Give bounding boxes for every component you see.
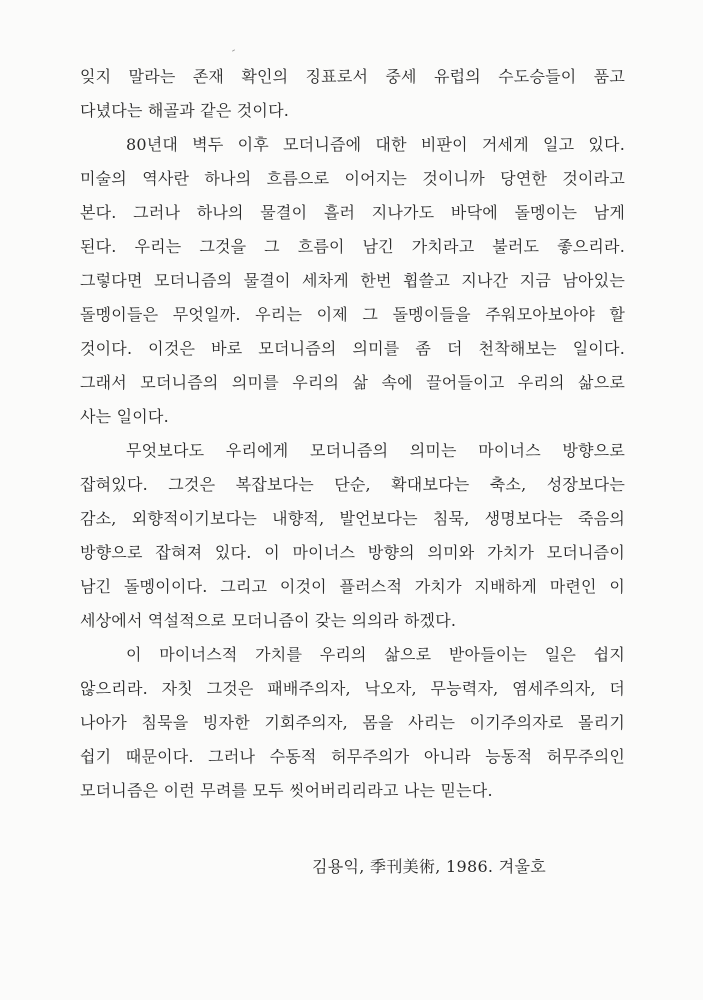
text-line: 그래서 모더니즘의 의미를 우리의 삶 속에 끌어들이고 우리의 삶으로 [80,373,625,392]
text-line: 감소, 외향적이기보다는 내향적, 발언보다는 침묵, 생명보다는 죽음의 [80,509,625,528]
text-line: 않으리라. 자칫 그것은 패배주의자, 낙오자, 무능력자, 염세주의자, 더 [80,679,625,698]
text-line: 모더니즘은 이런 무려를 모두 씻어버리리라고 나는 믿는다. [80,781,493,800]
source-attribution: 김용익, 季刊美術, 1986. 겨울호 [312,857,546,876]
scan-speck [232,49,235,51]
text-line: 돌멩이들은 무엇일까. 우리는 이제 그 돌멩이들을 주워모아보아야 할 [80,305,625,324]
text-line: 무엇보다도 우리에게 모더니즘의 의미는 마이너스 방향으로 [126,441,625,460]
text-line: 본다. 그러나 하나의 물결이 흘러 지나가도 바닥에 돌멩이는 남게 [80,203,625,222]
text-line: 80년대 벽두 이후 모더니즘에 대한 비판이 거세게 일고 있다. [126,135,625,154]
text-line: 미술의 역사란 하나의 흐름으로 이어지는 것이니까 당연한 것이라고 [80,169,625,188]
paragraph-4 [80,638,625,808]
text-line: 다녔다는 해골과 같은 것이다. [80,101,290,120]
text-line: 잊지 말라는 존재 확인의 징표로서 중세 유럽의 수도승들이 품고 [80,67,625,86]
text-line: 사는 일이다. [80,407,169,426]
paragraph-3 [80,434,625,638]
text-line: 남긴 돌멩이이다. 그리고 이것이 플러스적 가치가 지배하게 마련인 이 [80,577,625,596]
text-line: 것이다. 이것은 바로 모더니즘의 의미를 좀 더 천착해보는 일이다. [80,339,625,358]
text-line: 세상에서 역설적으로 모더니즘이 갖는 의의라 하겠다. [80,611,457,630]
text-line: 된다. 우리는 그것을 그 흐름이 남긴 가치라고 불러도 좋으리라. [80,237,625,256]
text-line: 나아가 침묵을 빙자한 기회주의자, 몸을 사리는 이기주의자로 몰리기 [80,713,625,732]
paragraph-2 [80,128,625,434]
text-line: 방향으로 잡혀져 있다. 이 마이너스 방향의 의미와 가치가 모더니즘이 [80,543,625,562]
text-line: 쉽기 때문이다. 그러나 수동적 허무주의가 아니라 능동적 허무주의인 [80,747,625,766]
text-line: 이 마이너스적 가치를 우리의 삶으로 받아들이는 일은 쉽지 [126,645,625,664]
paragraph-1 [80,60,625,128]
text-line: 잡혀있다. 그것은 복잡보다는 단순, 확대보다는 축소, 성장보다는 [80,475,625,494]
essay-body [80,60,625,808]
text-line: 그렇다면 모더니즘의 물결이 세차게 한번 휩쓸고 지나간 지금 남아있는 [80,271,625,290]
